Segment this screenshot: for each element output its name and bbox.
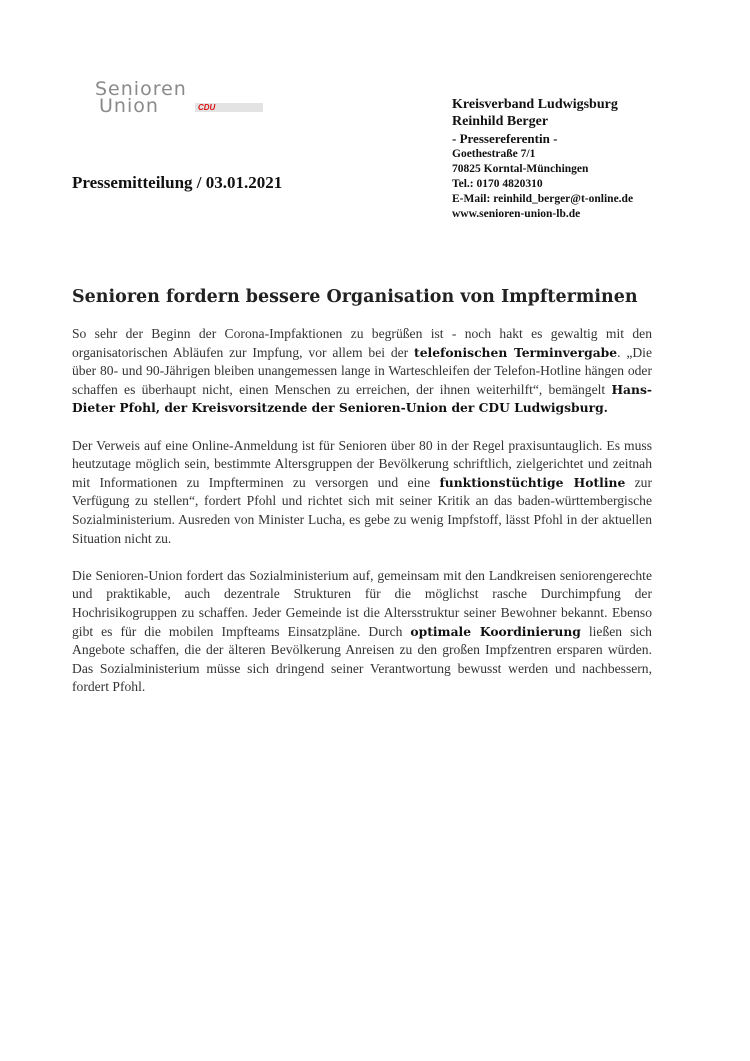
address-phone: Tel.: 0170 4820310 (452, 178, 543, 190)
page-title: Senioren fordern bessere Organisation von Impfterminen (72, 287, 638, 307)
logo-cdu-label: CDU (198, 103, 216, 112)
logo-line-1: Senioren (95, 78, 187, 100)
p1-bold-a: telefonischen Terminvergabe (414, 344, 618, 360)
p2-text-a: Der Verweis auf eine Online-Anmeldung ist für Senioren über 80 in der Regel praxisuntauglich. Es muss heutzutage möglich sein, bestimmte Altersgruppen der Bevölkerung schriftlich, zielgerichtet und zeitnah mit Informationen zu Impfterminen zu versorgen und eine (72, 437, 652, 490)
address-email: E-Mail: reinhild_berger@t-online.de (452, 193, 634, 205)
address-block (452, 96, 633, 222)
paragraph-1 (72, 325, 652, 418)
address-city: 70825 Korntal-Münchingen (452, 163, 589, 175)
paragraph-2 (72, 437, 652, 549)
p3-text-b: ließen sich Angebote schaffen, die der älteren Bevölkerung Anreisen zu den großen Impfzentren ersparen würden. Das Sozialministerium müsse sich dringend seiner Verantwortung bewusst werden und nachbessern, fordert Pfohl. (72, 623, 652, 695)
p2-bold: funktionstüchtige Hotline (439, 474, 626, 490)
p1-bold-b: Hans-Dieter Pfohl, der Kreisvorsitzende der Senioren-Union der CDU Ludwigsburg. (72, 381, 652, 416)
press-release-date: Pressemitteilung / 03.01.2021 (72, 173, 283, 192)
paragraph-3 (72, 567, 652, 697)
address-org: Kreisverband Ludwigsburg (452, 97, 618, 112)
address-name: Reinhild Berger (452, 114, 549, 129)
logo-cdu-bar (195, 103, 263, 112)
article-body (72, 325, 652, 715)
logo-line-2: Union (99, 95, 159, 117)
p1-text-b: . „Die über 80- und 90-Jährigen bleiben unangemessen lange in Warteschleifen der Telefon-Hotline hängen oder schaffen es überhaupt nicht, einen Menschen zu erreichen, der ihnen weiterhilft“, bemängelt (72, 344, 652, 397)
address-role: - Pressereferentin - (452, 131, 558, 146)
p1-text-a: So sehr der Beginn der Corona-Impfaktionen zu begrüßen ist - noch hakt es gewaltig mit den organisatorischen Abläufen zur Impfung, vor allem bei der (72, 326, 652, 360)
address-street: Goethestraße 7/1 (452, 148, 536, 160)
p2-text-b: zur Verfügung zu stellen“, fordert Pfohl und richtet sich mit seiner Kritik an das baden-württembergische Sozialministerium. Ausreden von Minister Lucha, es gebe zu wenig Impfstoff, lässt Pfohl in der aktuellen Situation nicht zu. (72, 474, 652, 546)
senioren-union-logo (95, 80, 270, 116)
p3-text-a: Die Senioren-Union fordert das Sozialministerium auf, gemeinsam mit den Landkreisen seniorengerechte und praktikable, auch dezentrale Strukturen für die möglichst rasche Durchimpfung der Hochrisikogruppen zu schaffen. Jeder Gemeinde ist die Altersstruktur seiner Bewohner bekannt. Ebenso gibt es für die mobilen Impfteams Einsatzpläne. Durch (72, 567, 652, 639)
p3-bold: optimale Koordinierung (410, 623, 581, 639)
address-web: www.senioren-union-lb.de (452, 208, 581, 220)
